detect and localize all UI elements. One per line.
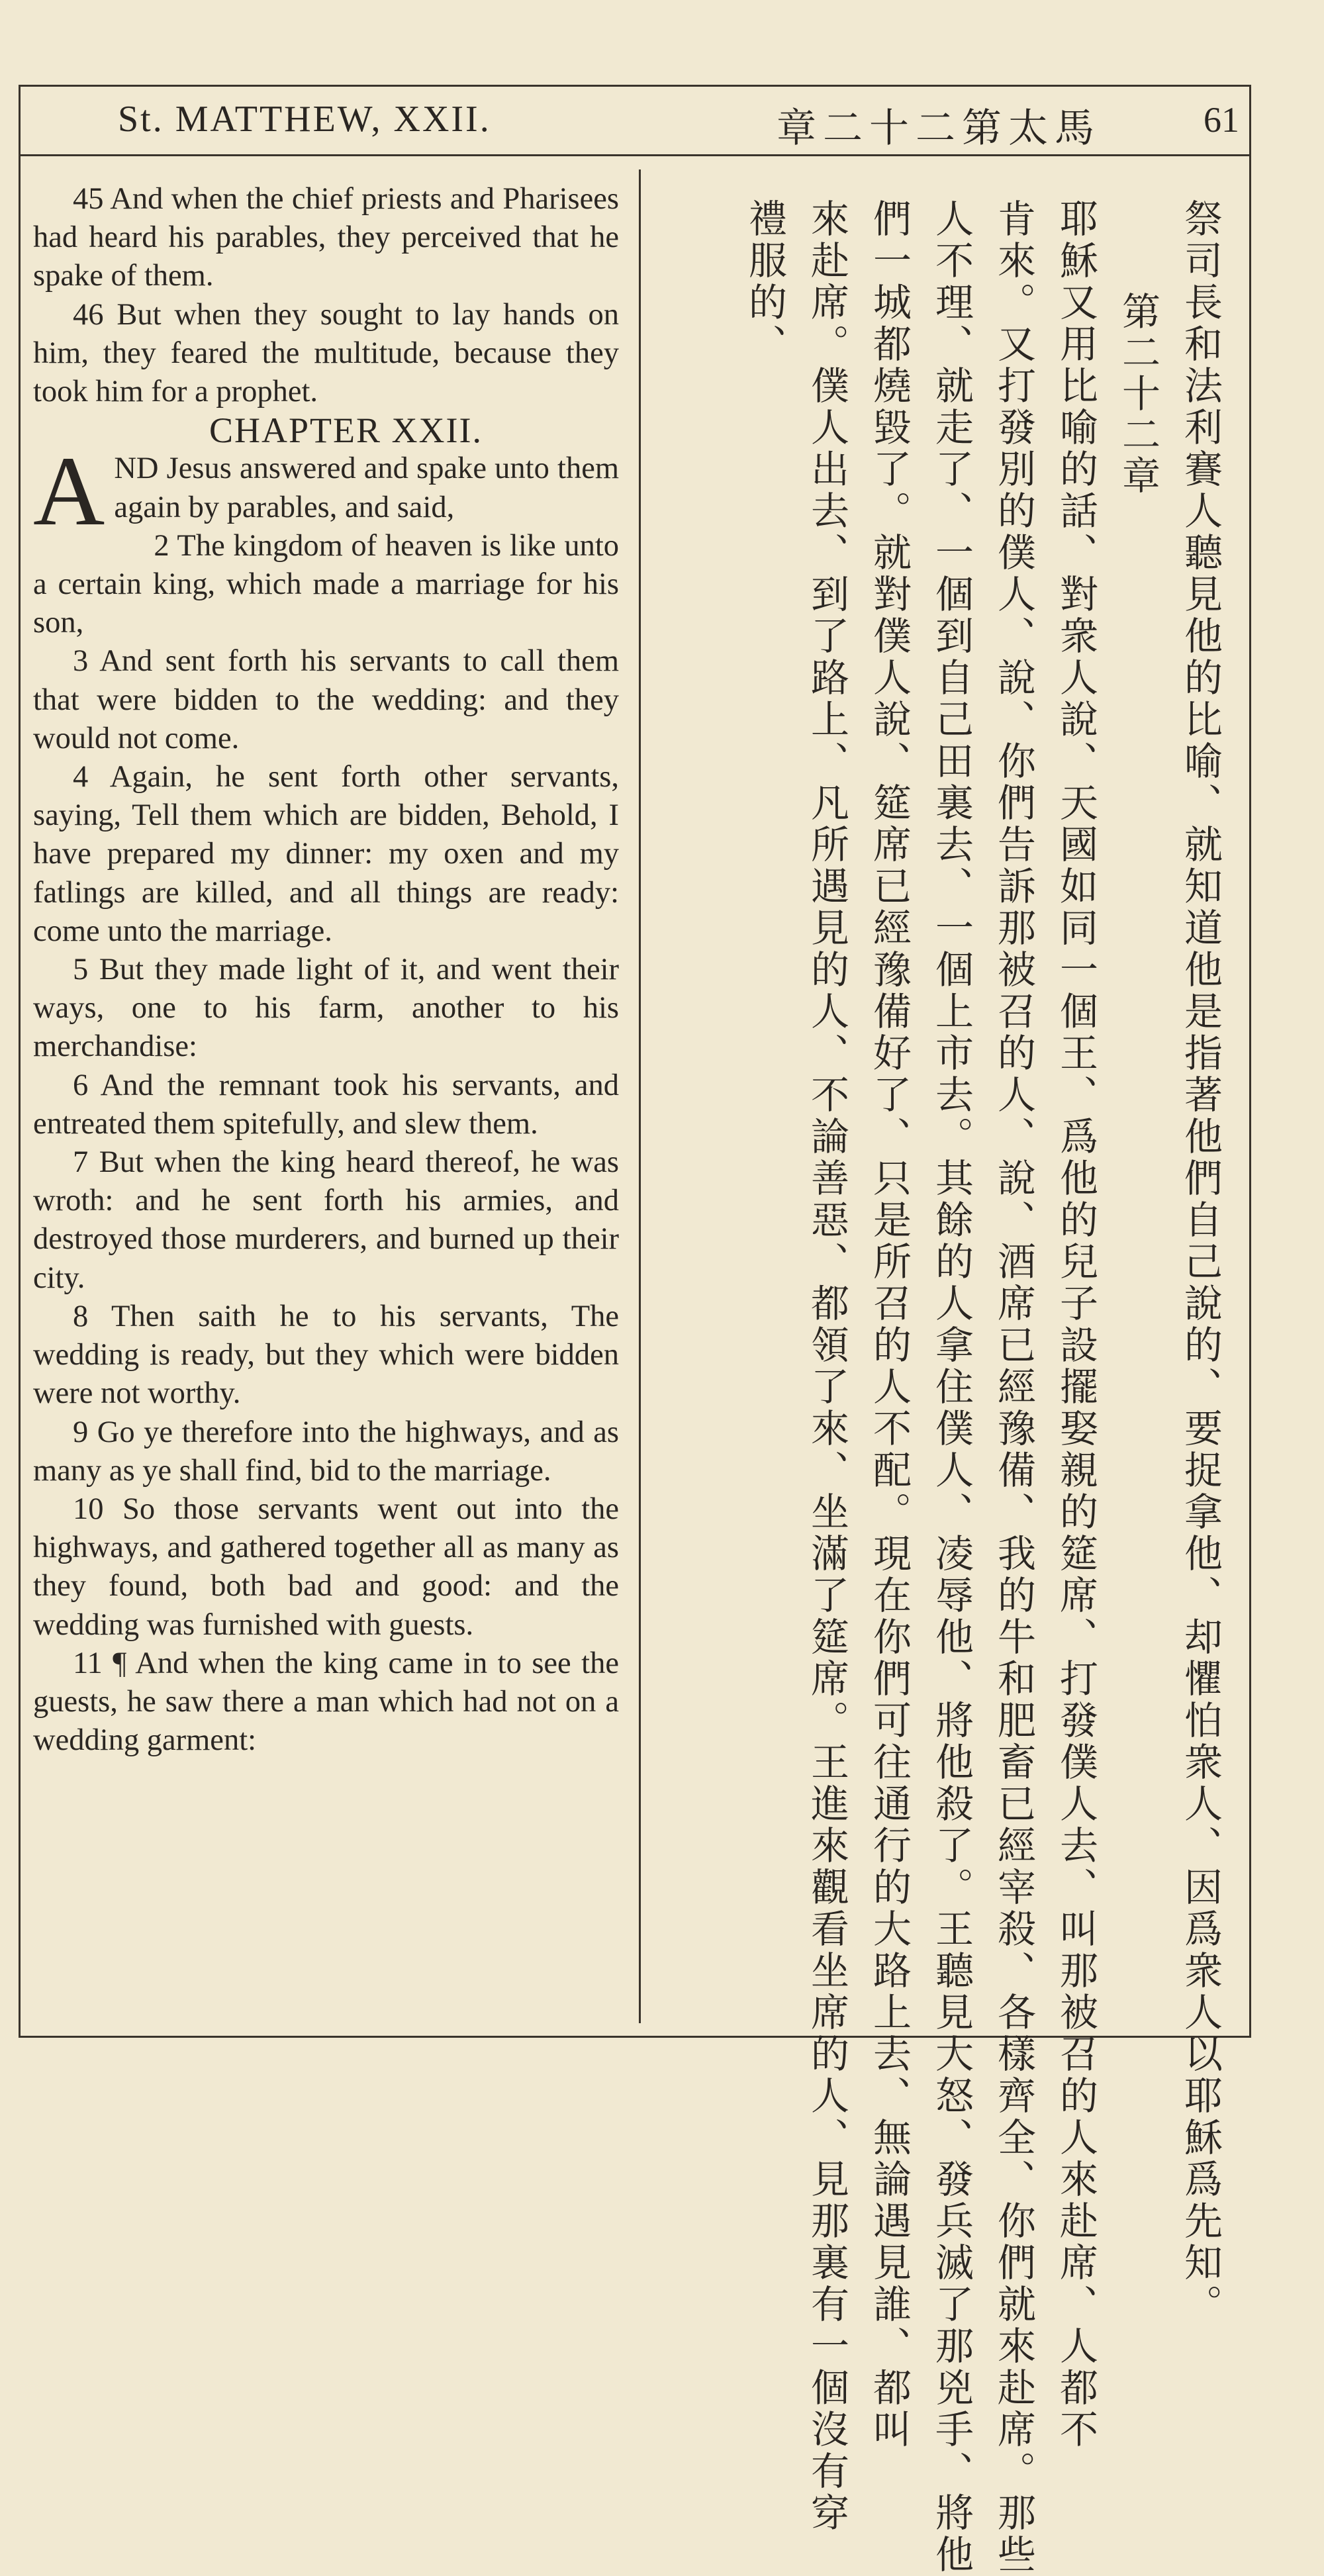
- chapter-heading: CHAPTER XXII.: [209, 410, 483, 451]
- english-column: [33, 180, 619, 1760]
- chinese-text-column: 肯來。又打發別的僕人、說、你們告訴那被召的人、說、酒席已經豫備、我的牛和肥畜已經宰殺、各樣齊全、你們就來赴席。那些: [991, 199, 1036, 2576]
- running-title-chinese: 章二十二第太馬: [777, 105, 1101, 152]
- drop-cap: A: [33, 436, 105, 547]
- page-header: [19, 85, 1251, 156]
- chinese-text-column: 們一城都燒毀了。就對僕人說、筵席已經豫備好了、只是所召的人不配。現在你們可往通行的大路上去、無論遇見誰、都叫: [867, 199, 912, 2451]
- chinese-text-column: 祭司長和法利賽人聽見他的比喻、就知道他是指著他們自己說的、要捉拿他、却懼怕衆人、因爲衆人以耶穌爲先知。: [1178, 199, 1223, 2326]
- verse-46: 46 But when they sought to lay hands on him, they feared the multitude, because they took him for a prophet.: [33, 297, 619, 409]
- verse-7: 7 But when the king heard thereof, he was wroth: and he sent forth his armies, and destroyed those murderers, and burned up their city.: [33, 1145, 619, 1295]
- verse-3: 3 And sent forth his servants to call them that were bidden to the wedding: and they would not come.: [33, 644, 619, 755]
- verse-9: 9 Go ye therefore into the highways, and as many as ye shall find, bid to the marriage.: [33, 1415, 619, 1488]
- verse-5: 5 But they made light of it, and went their ways, one to his farm, another to his merchandise:: [33, 953, 619, 1064]
- chinese-text-column: 來赴席。僕人出去、到了路上、凡所遇見的人、不論善惡、都領了來、坐滿了筵席。王進來觀看坐席的人、見那裏有一個沒有穿: [804, 199, 849, 2534]
- chinese-column: [655, 199, 1231, 2576]
- verse-8: 8 Then saith he to his servants, The wedding is ready, but they which were bidden were not worthy.: [33, 1299, 619, 1411]
- verse-45: 45 And when the chief priests and Pharisees had heard his parables, they perceived that he spake of them.: [33, 182, 619, 293]
- chinese-text-column: 人不理、就走了、一個到自己田裏去、一個上市去。其餘的人拿住僕人、凌辱他、將他殺了。王聽見大怒、發兵滅了那兇手、將他: [929, 199, 974, 2576]
- chinese-text-column: 禮服的、: [742, 199, 787, 365]
- column-divider: [639, 169, 641, 2023]
- verse-1-text: ND Jesus answered and spake unto them again by parables, and said,: [114, 452, 619, 524]
- verse-1: [33, 436, 619, 547]
- verse-2: 2 The kingdom of heaven is like unto a certain king, which made a marriage for his son,: [33, 528, 619, 640]
- verse-4: 4 Again, he sent forth other servants, saying, Tell them which are bidden, Behold, I have prepared my dinner: my oxen and my fatlings are killed, and all things are ready: come unto the marriage.: [33, 760, 619, 948]
- chinese-text-column: 耶穌又用比喻的話、對衆人說、天國如同一個王、爲他的兒子設擺娶親的筵席、打發僕人去、叫那被召的人來赴席、人都不: [1053, 199, 1098, 2451]
- verse-6: 6 And the remnant took his servants, and entreated them spitefully, and slew them.: [33, 1068, 619, 1141]
- chinese-chapter-heading: 第二十二章: [1115, 291, 1160, 497]
- verse-11: 11 ¶ And when the king came in to see the guests, he saw there a man which had not on a wedding garment:: [33, 1646, 619, 1758]
- page-number: 61: [1204, 100, 1239, 140]
- verse-10: 10 So those servants went out into the highways, and gathered together all as many as they found, both bad and good: and the wedding was furnished with guests.: [33, 1492, 619, 1642]
- running-title-english: St. MATTHEW, XXII.: [118, 99, 491, 140]
